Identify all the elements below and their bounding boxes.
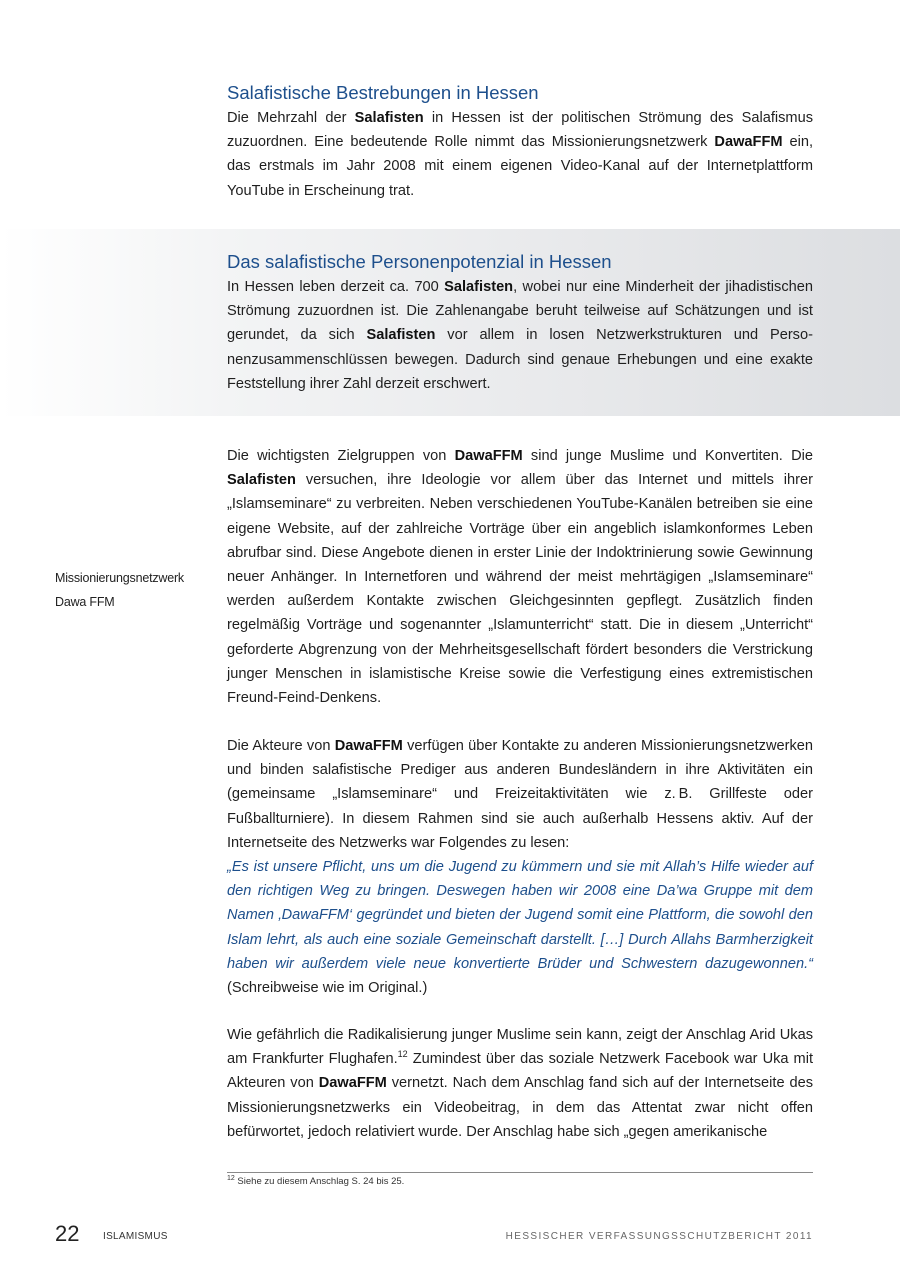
heading-person-potential: Das salafistische Personenpotenzial in Hessen	[227, 251, 612, 272]
paragraph-target-groups: Die wichtigsten Zielgruppen von DawaFFM sind junge Muslime und Konvertiten. Die Salafisten versuchen, ihre Ideologie vor allem über das Internet und mittels ihrer „Islamseminare“ zu verbreiten. Neben verschiedenen YouTube-Kanälen betreiben sie eine eigene Website, auf der zahlreiche Vorträge über ein angeblich islamkonformes Leben abrufbar sind. Diese Angebote dienen in erster Linie der Indoktrinierung sowie Gewinnung neuer Anhänger. In Internetforen und während der meist mehrtägigen „Islamseminare“ werden außerdem Kontakte zwischen Gleichgesinnten gepflegt. Zusätzlich finden regelmäßig Vorträge und sogenannter „Islamunterricht“ statt. Die in diesem „Unterricht“ geforderte Abgrenzung von der Mehrheitsgesellschaft fördert besonders die Verstrickung junger Menschen in islamistische Kreise sowie die Verfestigung eines extremistischen Freund-Feind-Denkens.	[227, 448, 813, 707]
footer-section: ISLAMISMUS	[103, 1231, 168, 1242]
footnote-ref: 12	[397, 1049, 408, 1060]
paragraph-attack: Wie gefährlich die Radikalisierung junger Muslime sein kann, zeigt der Anschlag Arid Ukas am Frankfurter Flughafen.$^{12}$ Zumindest über das soziale Netzwerk Facebook war Uka mit Akteuren von DawaFFM vernetzt. Nach dem Anschlag fand sich auf der Internetseite des Missionierungsnetzwerks ein Videobeitrag, in dem das Attentat zwar nicht offen befürwortet, jedoch relativiert wurde. Der Anschlag habe sich „gegen amerikanische	[227, 1027, 813, 1140]
paragraph-person-potential: In Hessen leben derzeit ca. 700 Salafisten, wobei nur eine Minderheit der jihadistischen Strömung zuzuordnen ist. Die Zahlenangabe beruht teilweise auf Schätzungen und ist gerundet, da sich Salafisten vor allem in losen Netzwerkstrukturen und Personenzusammenschlüssen bewegen. Dadurch sind genaue Erhebungen und eine exakte Feststellung ihrer Zahl derzeit erschwert.	[227, 279, 813, 392]
footnote-rule	[227, 1172, 813, 1173]
margin-note	[55, 566, 215, 614]
paragraph-intro: Die Mehrzahl der Salafisten in Hessen ist der politischen Strömung des Salafismus zuzuordnen. Eine bedeutende Rolle nimmt das Missionierungsnetzwerk DawaFFM ein, das erstmals im Jahr 2008 mit einem eigenen Video-Kanal auf der Internetplattform YouTube in Erscheinung trat.	[227, 110, 814, 199]
page-number: 22	[55, 1221, 80, 1246]
footer-report-title: HESSISCHER VERFASSUNGSSCHUTZBERICHT 2011	[505, 1231, 813, 1242]
heading-salafist-efforts: Salafistische Bestrebungen in Hessen	[227, 82, 539, 103]
margin-note-line-2: Dawa FFM	[55, 595, 115, 609]
margin-note-line-1: Missionierungsnetzwerk	[55, 571, 184, 585]
footnote: $^{12}$ Siehe zu diesem Anschlag S. 24 bis 25.	[227, 1175, 405, 1188]
paragraph-actors: Die Akteure von DawaFFM verfügen über Kontakte zu anderen Missionierungsnetzwerken und binden salafistische Prediger aus anderen Bundesländern in ihre Aktivitäten ein (gemeinsame „Islamseminare“ und Freizeitaktivitäten wie z. B. Grillfeste oder Fußballturniere). In diesem Rahmen sind sie auch außerhalb Hessens aktiv. Auf der Internetseite des Netzwerks war Folgendes zu lesen: „Es ist unsere Pflicht, uns um die Jugend zu kümmern und sie mit Allah’s Hilfe wieder auf den richtigen Weg zu bringen. Deswegen haben wir 2008 eine Da’wa Gruppe mit dem Namen ‚DawaFFM‘ gegründet und bieten der Jugend somit eine Plattform, die sowohl den Islam lehrt, als auch eine soziale Gemeinschaft darstellt. […] Durch Allahs Barmherzigkeit haben wir außerdem viele neue konvertierte Brüder und Schwestern dazugewonnen.“ (Schreibweise wie im Original.)	[227, 738, 813, 997]
quote: „Es ist unsere Pflicht, uns um die Jugend zu kümmern und sie mit Allah’s Hilfe wieder auf den richtigen Weg zu bringen. Deswegen haben wir 2008 eine Da’wa Gruppe mit dem Namen ‚DawaFFM‘ gegründet und bieten der Jugend somit eine Plattform, die sowohl den Islam lehrt, als auch eine soziale Gemeinschaft darstellt. […] Durch Allahs Barmherzigkeit haben wir außerdem viele neue konvertierte Brüder und Schwestern dazugewonnen.“	[227, 859, 813, 972]
